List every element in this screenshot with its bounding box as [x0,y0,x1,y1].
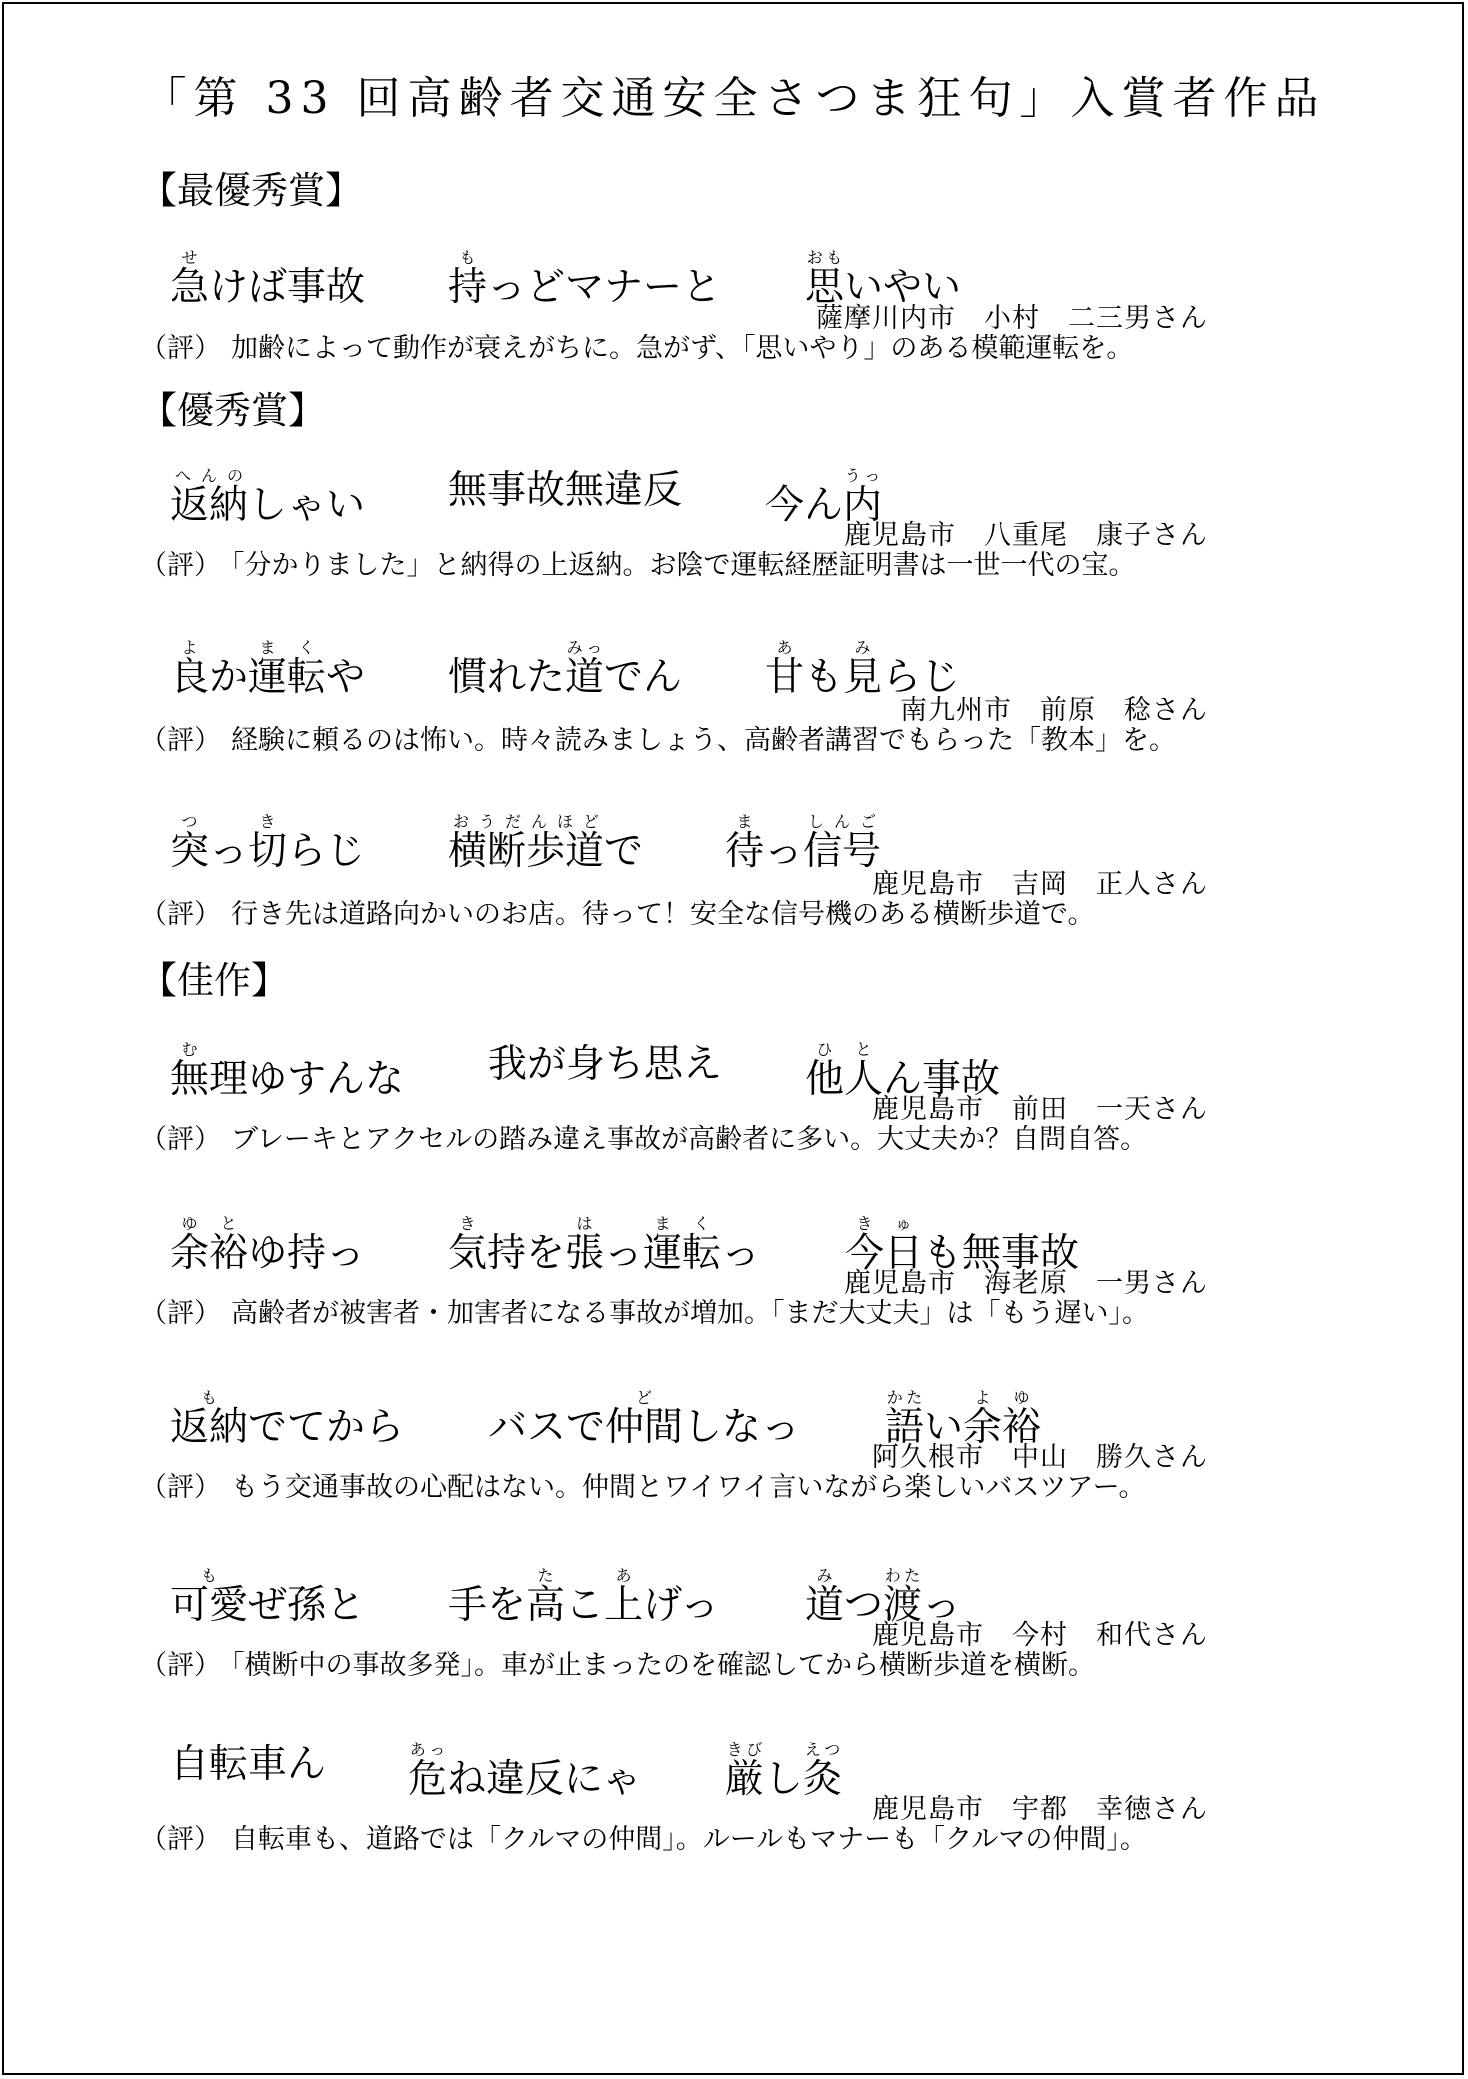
verse [170,612,1270,700]
ruby-text [170,1566,248,1631]
verse-phrase [725,812,881,877]
furigana: も [170,1388,249,1407]
comment-label: （評） [140,725,221,756]
ruby-text [448,812,604,877]
furigana: うっ [843,466,883,485]
verse-text: いやい [844,265,962,310]
verse-text: こ [565,1583,605,1628]
verse-text: っ [764,829,804,874]
furigana: よゆ [963,1388,1042,1407]
furigana: よ [170,638,210,657]
author: 南九州市 前原 稔さん [900,695,1208,726]
verse-text: 理ゆすんな [209,1057,405,1102]
verse-phrase [488,1388,800,1453]
verse-text: 今ん [765,483,844,528]
verse-text: っ [922,1583,962,1628]
author: 鹿児島市 吉岡 正人さん [872,869,1208,900]
ruby-text [408,1740,447,1805]
verse-text: でてから [248,1405,405,1450]
furigana: き [448,1214,488,1233]
ruby-text [170,812,209,877]
comment [140,1117,1147,1156]
furigana: へんの [170,466,249,485]
furigana: み [805,1566,845,1585]
ruby-base: 良 [170,655,210,700]
verse-text: ぜ孫と [248,1583,366,1628]
comment-label: （評） [140,1124,221,1155]
author: 鹿児島市 海老原 一男さん [844,1268,1208,1299]
comment-text: 経験に頼るのは怖い。時々読みましょう、高齢者講習でもらった「教本」を。 [231,725,1176,756]
verse-text: っ [209,829,249,874]
furigana: ゆと [170,1214,249,1233]
comment-label: （評） [140,1472,221,1503]
ruby-base: 切 [248,829,288,874]
ruby-base: 待 [725,829,765,874]
verse-text: けば事故 [209,265,366,310]
comment-label: （評） [140,899,221,930]
comment-text: 「横断中の事故多発」。車が止まったのを確認してから横断歩道を横断。 [231,1650,1095,1681]
author: 鹿児島市 前田 一天さん [872,1094,1208,1125]
ruby-base: 今日 [845,1231,924,1276]
author: 鹿児島市 今村 和代さん [872,1620,1208,1651]
comment-text: 高齢者が被害者・加害者になる事故が増加。「まだ大丈夫」は「もう遅い」。 [231,1298,1149,1329]
ruby-base: 張 [565,1231,605,1276]
comment-label: （評） [140,1824,221,1855]
ruby-text [803,1740,842,1805]
ruby-text [604,1566,643,1631]
ruby-text [526,1566,565,1631]
furigana: まく [643,1214,722,1233]
verse-text: ん事故 [883,1057,1001,1102]
furigana: は [565,1214,605,1233]
ruby-base: 運転 [248,655,327,700]
ruby-base: 思 [805,265,845,310]
furigana: わた [883,1566,923,1585]
furigana: きび [725,1740,765,1759]
verse-text: バスで [488,1405,606,1450]
author: 鹿児島市 八重尾 康子さん [844,520,1208,551]
furigana: も [448,248,488,267]
ruby-base: 持 [448,265,488,310]
verse-text: 手を [448,1583,527,1628]
page-title: 「第 33 回高齢者交通安全さつま狂句」入賞者作品 [142,73,1326,124]
verse-text: 無事故無違反 [448,468,683,513]
comment-label: （評） [140,1298,221,1329]
author: 薩摩川内市 小村 二三男さん [816,303,1208,334]
furigana: あっ [408,1740,447,1759]
furigana: き [248,812,288,831]
ruby-text [170,248,209,313]
furigana: えつ [803,1740,843,1759]
verse-phrase [448,466,682,516]
comment-text: 加齢によって動作が衰えがちに。急がず、「思いやり」のある模範運転を。 [231,333,1134,364]
ruby-text [170,638,209,703]
furigana: しんご [803,812,882,831]
ruby-base: 運転 [643,1231,722,1276]
verse-phrase [448,248,721,313]
ruby-text [170,1388,248,1453]
ruby-text [565,638,604,703]
ruby-text [448,248,487,313]
verse-text: し [764,1757,804,1802]
verse-text: 自転車ん [170,1742,327,1787]
furigana: かた [885,1388,925,1407]
verse-phrase [448,638,682,703]
comment [140,1817,1147,1856]
verse-text: も [804,655,844,700]
section-heading-honorable-mention: 【佳作】 [140,959,288,1002]
verse-text: も無事故 [923,1231,1080,1276]
furigana: つ [170,812,210,831]
comment [140,1291,1149,1330]
furigana: あ [765,638,805,657]
ruby-text [448,1214,487,1279]
ruby-text [765,638,804,703]
verse-phrase [170,1388,404,1453]
furigana: ま [725,812,765,831]
ruby-text [605,1388,683,1453]
verse-phrase [170,812,365,877]
comment-text: 自転車も、道路では「クルマの仲間」。ルールもマナーも「クルマの仲間」。 [231,1824,1147,1855]
ruby-base: 見 [843,655,883,700]
verse-text: っどマナーと [487,265,722,310]
ruby-base: 余裕 [170,1231,249,1276]
verse-text: しなっ [683,1405,801,1450]
furigana: せ [170,248,210,267]
comment-label: （評） [140,1650,221,1681]
verse-phrase [170,1566,365,1631]
furigana: おも [805,248,845,267]
furigana: み [843,638,883,657]
verse-text: っ [721,1231,761,1276]
verse-phrase [448,1566,719,1631]
ruby-base: 道 [805,1583,845,1628]
furigana: ど [605,1388,684,1407]
author: 鹿児島市 宇都 幸徳さん [872,1794,1208,1825]
ruby-text [170,1214,248,1279]
verse [170,440,1270,528]
section-heading-grand-prize: 【最優秀賞】 [140,169,362,212]
comment-text: ブレーキとアクセルの踏み違え事故が高齢者に多い。大丈夫か？自問自答。 [231,1124,1148,1155]
verse-phrase [170,1214,365,1279]
verse [170,786,1270,874]
ruby-text [248,812,287,877]
comment [140,326,1133,365]
verse-text: つ [844,1583,884,1628]
verse-text: 我が身ち思え [488,1042,723,1087]
ruby-text [170,466,248,531]
ruby-text [248,638,326,703]
comment [140,892,1094,931]
verse-phrase [170,1740,326,1790]
verse-text: い [924,1405,964,1450]
section-heading-excellence-prize: 【優秀賞】 [140,389,325,432]
furigana: あ [604,1566,644,1585]
comment-label: （評） [140,333,221,364]
verse-phrase [408,1740,641,1805]
ruby-base: 気 [448,1231,488,1276]
ruby-base: 上 [604,1583,644,1628]
verse-text: 持を [487,1231,566,1276]
furigana: みっ [565,638,605,657]
verse-text: らじ [882,655,961,700]
ruby-base: 余裕 [963,1405,1042,1450]
ruby-base: 内 [843,483,883,528]
furigana: おうだんほど [448,812,605,831]
comment-text: もう交通事故の心配はない。仲間とワイワイ言いながら楽しいバスツアー。 [231,1472,1146,1503]
verse [170,1188,1270,1276]
comment [140,1465,1146,1504]
comment [140,718,1176,757]
ruby-base: 灸 [803,1757,843,1802]
verse [170,222,1270,310]
ruby-base: 厳 [725,1757,765,1802]
verse-text: ね違反にゃ [447,1757,642,1802]
verse-phrase [725,1740,842,1805]
comment-text: 行き先は道路向かいのお店。待って！安全な信号機のある横断歩道で。 [231,899,1095,930]
verse [170,1362,1270,1450]
verse-phrase [170,638,365,703]
furigana: た [526,1566,566,1585]
ruby-base: 急 [170,265,210,310]
furigana: む [170,1040,210,1059]
verse-phrase [448,1214,760,1279]
ruby-text [805,1566,844,1631]
ruby-base: 危 [408,1757,448,1802]
comment [140,1643,1095,1682]
ruby-base: 横断歩道 [448,829,605,874]
ruby-base: 他人 [805,1057,884,1102]
ruby-base: 突 [170,829,210,874]
ruby-base: 信号 [803,829,882,874]
comment-label: （評） [140,550,221,581]
verse-phrase [488,1040,722,1090]
ruby-base: 道 [565,655,605,700]
ruby-base: 高 [526,1583,566,1628]
ruby-base: 仲間 [605,1405,684,1450]
ruby-text [843,638,882,703]
verse-phrase [170,466,365,531]
ruby-text [565,1214,604,1279]
ruby-base: 返納 [170,1405,249,1450]
verse-text: か [209,655,249,700]
comment [140,543,1136,582]
verse [170,1014,1270,1102]
ruby-text [725,1740,764,1805]
ruby-base: 可愛 [170,1583,249,1628]
verse-text: や [326,655,366,700]
comment-text: 「分かりました」と納得の上返納。お陰で運転経歴証明書は一世一代の宝。 [231,550,1136,581]
verse-text: げっ [643,1583,720,1628]
verse [170,1540,1270,1628]
verse-text: 慣れた [448,655,566,700]
ruby-base: 語 [885,1405,925,1450]
verse-text: でん [604,655,683,700]
ruby-text [803,812,881,877]
ruby-text [643,1214,721,1279]
verse-phrase [170,1040,404,1105]
furigana: も [170,1566,249,1585]
furigana: まく [248,638,327,657]
verse-text: ゆ持っ [248,1231,366,1276]
verse-text: っ [604,1231,644,1276]
ruby-base: 返納 [170,483,249,528]
ruby-base: 無 [170,1057,210,1102]
verse-text: らじ [287,829,366,874]
ruby-base: 渡 [883,1583,923,1628]
verse-phrase [448,812,643,877]
verse-phrase [170,248,365,313]
verse-text: しゃい [248,483,366,528]
verse-text: で [604,829,644,874]
verse [170,1714,1270,1802]
author: 阿久根市 中山 勝久さん [872,1442,1208,1473]
furigana: きゅ [845,1214,924,1233]
furigana: ひと [805,1040,884,1059]
ruby-base: 甘 [765,655,805,700]
ruby-text [725,812,764,877]
ruby-text [170,1040,209,1105]
